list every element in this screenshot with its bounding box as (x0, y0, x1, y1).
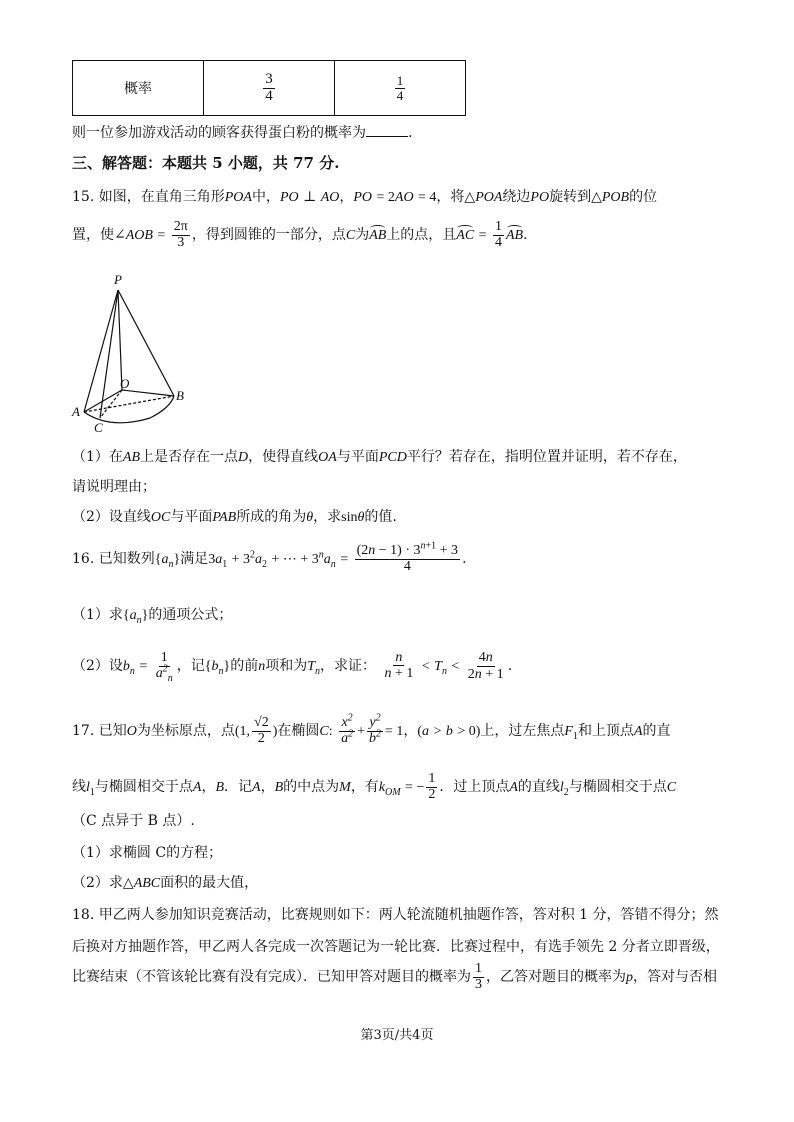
fraction (395, 74, 406, 102)
text: ，求证： (320, 658, 376, 675)
denominator: 4 (265, 87, 273, 104)
text: 已知 (98, 723, 127, 740)
text: ，求 (313, 509, 342, 525)
fraction: $\frac{1}{4}$ (495, 219, 502, 250)
text: 在椭圆 (277, 723, 320, 740)
cone-figure (70, 268, 200, 438)
section-heading: 三、解答题：本题共 5 小题，共 77 分. (72, 154, 340, 172)
fraction (263, 72, 275, 105)
text: 和上顶点 (577, 723, 634, 740)
text: ．记 (224, 779, 253, 796)
text: 的前 (230, 658, 259, 675)
edge-PO (118, 290, 122, 390)
label-P: P (114, 272, 122, 287)
text: ，记 (176, 658, 205, 675)
q15-part1: （1）在AB上是否存在一点D，使得直线OA与平面PCD平行？若存在，指明位置并证明，若不存在， (72, 449, 687, 465)
text: ，得到圆锥的一部分，点 (191, 227, 346, 244)
q16-line1: 16. 已知数列$\{a_n\}$满足$3a_1 + 3^2a_2$ + ⋯ + $3^na_n$ = $\frac{(2n - 1) \cdot 3^{n+1} + 3}{4}$ . (72, 540, 467, 574)
edge-OB (122, 390, 174, 396)
text: 为坐标原点，点 (136, 723, 235, 740)
fraction: $\frac{1}{2}$ (428, 771, 436, 802)
text: 置，使 (72, 227, 114, 244)
question-number: 17. (72, 723, 95, 740)
q15-line1: 15. 如图，在直角三角形POA中，PO ⊥ AO，PO = 2AO = 4，将△POA绕边PO旋转到△POB的位 (72, 189, 658, 205)
label-C: C (94, 420, 103, 435)
q14-end: . (408, 125, 413, 141)
math: POA (224, 190, 252, 205)
base-arc (84, 396, 174, 423)
text: . (507, 658, 513, 675)
text: ， (339, 189, 354, 205)
text: 中， (251, 189, 280, 205)
probability-table (72, 60, 466, 116)
fraction: $\frac{√2}{2}$ (254, 715, 269, 746)
text: 与椭圆相交于点 (94, 779, 193, 796)
text: 的中点为 (283, 779, 340, 796)
text: 上是否存在一点 (140, 449, 239, 465)
q15-part1-cont: 请说明理由； (72, 479, 156, 495)
text: ．过上顶点 (439, 779, 510, 796)
label-A: A (72, 404, 80, 419)
text: 为 (355, 227, 370, 244)
fraction: $\frac{1}{3}$ (475, 961, 482, 992)
q15-line2: 置，使∠AOB = $\frac{2\pi}{3}$ ，得到圆锥的一部分，点C为AB上的点，且AC = $\frac{1}{4}$ AB. (72, 219, 528, 250)
table-row (73, 61, 466, 116)
text: （2）设 (72, 658, 123, 675)
q14-tail (72, 122, 412, 142)
fraction: $\frac{1}{a^2_n}$ (155, 650, 173, 684)
question-number: 15. (72, 189, 95, 205)
text: ，有 (350, 779, 379, 796)
text: 旋转到 (549, 189, 592, 205)
text: 的直线 (517, 779, 560, 796)
q18-line2: 后换对方抽题作答，甲乙两人各完成一次答题记为一轮比赛．比赛过程中，有选手领先 2 分者立即晋级， (72, 939, 720, 955)
text: 比赛结束（不管该轮比赛有没有完成）．已知甲答对题目的概率为 (72, 969, 471, 986)
text: . (523, 227, 528, 244)
q14-text: 则一位参加游戏活动的顾客获得蛋白粉的概率为 (72, 125, 366, 141)
text: 的值. (364, 509, 397, 525)
answer-blank (366, 124, 408, 137)
text: 与椭圆相交于点 (568, 779, 667, 796)
text: ，使得直线 (248, 449, 319, 465)
numerator: 3 (265, 70, 273, 87)
text: 面积的最大值， (160, 875, 259, 891)
text: 所成的角为 (236, 509, 307, 525)
fraction: $\frac{x^2}{a^2}$ (341, 712, 354, 746)
q18-line1: 18. 甲乙两人参加知识竞赛活动，比赛规则如下：两人轮流随机抽题作答，答对积 1 分，答错不得分；然 (72, 907, 719, 923)
fraction: $\frac{y^2}{b^2}$ (368, 712, 381, 746)
edge-PA (84, 290, 118, 412)
text: 满足 (180, 551, 209, 568)
table-label: 概率 (124, 81, 152, 97)
text: ，将 (436, 189, 465, 205)
fraction: $\frac{(2n - 1) \cdot 3^{n+1} + 3}{4}$ (356, 540, 459, 574)
text: 已知数列 (98, 551, 155, 568)
denominator: 4 (396, 87, 404, 103)
text: 线 (72, 779, 86, 796)
text: （1）求 (72, 607, 123, 623)
fraction: $\frac{4n}{2n + 1}$ (467, 650, 504, 682)
table-cell-label (73, 61, 204, 116)
text: （2）设直线 (72, 509, 151, 525)
q17-line2: 线$l_1$与椭圆相交于点A，B．记A，B的中点为M，有$k_{OM}$ = − $\frac{1}{2}$ ．过上顶点A的直线$l_2$与椭圆相交于点C (72, 771, 677, 802)
q17-line3: （C 点异于 B 点）. (72, 813, 195, 829)
math: AO (320, 190, 340, 205)
text: 的位 (629, 189, 658, 205)
math: PO (279, 190, 299, 205)
text: （2）求 (72, 875, 123, 891)
text: 绕边 (502, 189, 531, 205)
text: ，乙答对题目的概率为 (486, 969, 626, 986)
text: 项和为 (265, 658, 308, 675)
table-cell-value (335, 61, 466, 116)
text: 与平面 (170, 509, 213, 525)
table-cell-value (204, 61, 335, 116)
text: 的直 (642, 723, 671, 740)
label-B: B (176, 388, 184, 403)
fraction: $\frac{2\pi}{3}$ (173, 219, 188, 250)
q17-part1: （1）求椭圆 C的方程； (72, 845, 223, 861)
q16-part2: （2）设$b_n$ = $\frac{1}{a^2_n}$ ，记$\{b_n\}$的前n项和为$T_n$，求证： $\frac{n}{n + 1}$ < $T_n$ < $\frac{4n}{2n + 1}$ . (72, 649, 513, 684)
text: 的通项公式； (148, 607, 233, 623)
text: （1）在 (72, 449, 123, 465)
q16-part1: （1）求$\{a_n\}$的通项公式； (72, 607, 233, 626)
question-number: 16. (72, 551, 95, 568)
text: 如图，在直角三角形 (98, 189, 225, 205)
q17-part2: （2）求△ABC面积的最大值， (72, 875, 259, 891)
page-footer: 第3页/共4页 (360, 1028, 434, 1043)
text: ，答对与否相 (633, 969, 717, 986)
math: PO (353, 190, 373, 205)
fraction: $\frac{n}{n + 1}$ (384, 649, 414, 682)
text: 上的点，且 (386, 227, 457, 244)
q17-line1: 17. 已知O为坐标原点，点(1, $\frac{√2}{2}$ )在椭圆C: $\frac{x^2}{a^2}$ + $\frac{y^2}{b^2}$ = 1，(a > b > 0)上，过左焦点$F_1$和上顶点A的直 (72, 712, 671, 746)
q15-part2: （2）设直线OC与平面PAB所成的角为θ，求sinθ的值. (72, 509, 397, 525)
numerator: 1 (396, 72, 404, 88)
q18-line3: 比赛结束（不管该轮比赛有没有完成）．已知甲答对题目的概率为 $\frac{1}{3}$ ，乙答对题目的概率为p，答对与否相 (72, 961, 717, 992)
text: 上，过左焦点 (480, 723, 565, 740)
text: 平行？若存在，指明位置并证明，若不存在， (406, 449, 687, 465)
text: 与平面 (336, 449, 379, 465)
text: . (462, 551, 467, 568)
label-O: O (120, 376, 130, 391)
